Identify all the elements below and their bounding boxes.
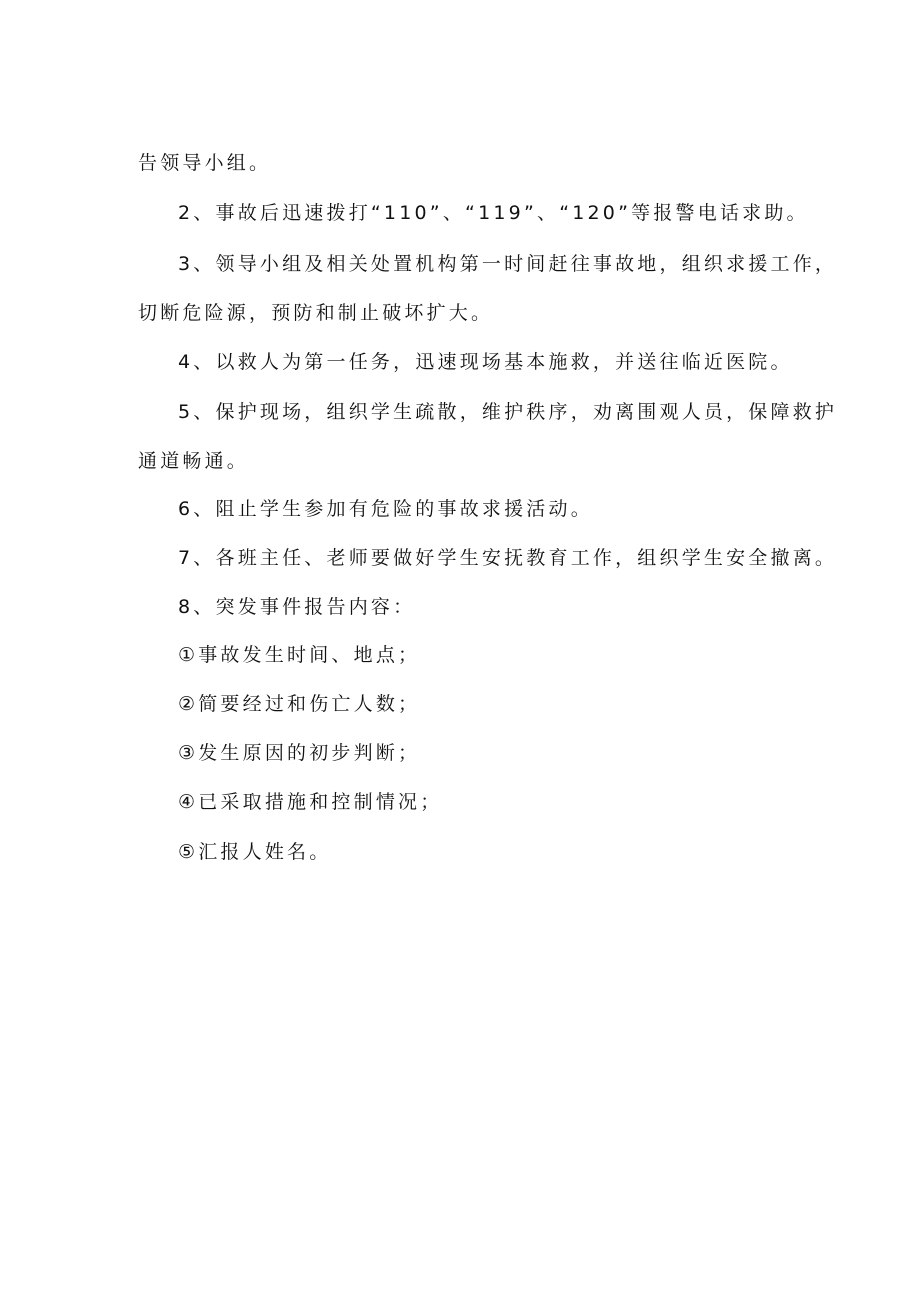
item-4-save-lives: 4、以救人为第一任务，迅速现场基本施救，并送往临近医院。 [178,351,793,373]
item-5-continuation: 通道畅通。 [138,450,250,472]
item-6-stop-students: 6、阻止学生参加有危险的事故求援活动。 [178,498,593,520]
item-3-rescue: 3、领导小组及相关处置机构第一时间赶往事故地，组织求援工作， [178,253,838,275]
item-2-emergency-call: 2、事故后迅速拨打“110”、“119”、“120”等报警电话求助。 [178,202,809,224]
report-item-3: ③发生原因的初步判断； [178,742,421,764]
report-item-2: ②简要经过和伤亡人数； [178,693,421,715]
item-7-evacuate: 7、各班主任、老师要做好学生安抚教育工作，组织学生安全撤离。 [178,547,838,569]
report-item-1: ①事故发生时间、地点； [178,644,421,666]
report-item-5: ⑤汇报人姓名。 [178,841,332,863]
item-3-continuation: 切断危险源，预防和制止破坏扩大。 [138,302,494,324]
item-5-protect-scene: 5、保护现场，组织学生疏散，维护秩序，劝离围观人员，保障救护 [178,401,838,423]
continuation-line: 告领导小组。 [138,152,272,174]
item-8-report-contents: 8、突发事件报告内容： [178,596,416,618]
report-item-4: ④已采取措施和控制情况； [178,791,443,813]
